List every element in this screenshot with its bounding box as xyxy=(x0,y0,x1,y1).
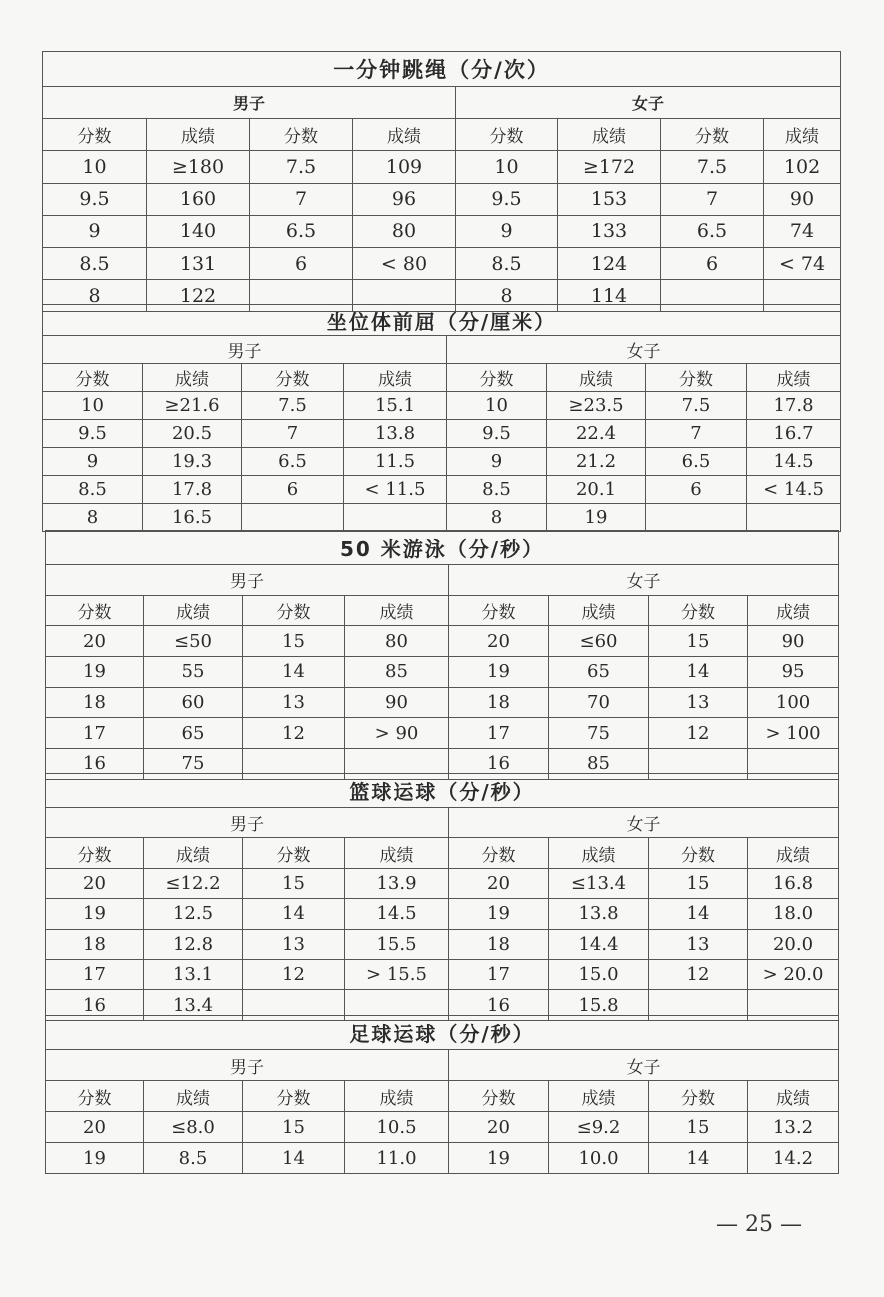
col-header: 分数 xyxy=(449,1081,549,1112)
col-header: 分数 xyxy=(646,364,747,392)
table-cell: 12 xyxy=(243,718,345,749)
table-cell: 20 xyxy=(449,1112,549,1143)
table-cell: 15 xyxy=(243,626,345,657)
table-cell: 7 xyxy=(646,420,747,448)
table-cell: 13.2 xyxy=(748,1112,839,1143)
male-header: 男子 xyxy=(43,336,447,364)
table-cell: ≥180 xyxy=(147,151,250,183)
section-title: 一分钟跳绳（分/次） xyxy=(43,52,841,87)
table-cell: 8.5 xyxy=(447,476,547,504)
table-cell: 13.8 xyxy=(344,420,447,448)
table-cell: 15 xyxy=(243,1112,345,1143)
table-cell: 14 xyxy=(649,899,748,929)
table-cell: 7.5 xyxy=(250,151,353,183)
table-cell: 8 xyxy=(43,504,143,532)
male-header: 男子 xyxy=(46,1050,449,1081)
table-cell: > 90 xyxy=(345,718,449,749)
col-header: 分数 xyxy=(449,595,549,626)
table-cell: 12 xyxy=(649,959,748,989)
table-cell: 22.4 xyxy=(547,420,646,448)
table-row xyxy=(46,687,839,718)
table-cell: 18 xyxy=(46,929,144,959)
table-cell: ≥23.5 xyxy=(547,392,646,420)
table-cell: 7.5 xyxy=(646,392,747,420)
table-cell: 13.8 xyxy=(549,899,649,929)
col-header: 分数 xyxy=(661,119,764,151)
table-cell: 17 xyxy=(46,718,144,749)
table-cell: < 11.5 xyxy=(344,476,447,504)
col-header: 成绩 xyxy=(143,364,242,392)
table-cell: 10.5 xyxy=(345,1112,449,1143)
table-cell: 6.5 xyxy=(242,448,344,476)
table-cell: 14.4 xyxy=(549,929,649,959)
table-cell: 153 xyxy=(558,183,661,215)
table-cell: 14.5 xyxy=(345,899,449,929)
table-cell: 10 xyxy=(456,151,558,183)
table-cell: 16 xyxy=(449,749,549,780)
page-number: — 25 — xyxy=(716,1212,802,1237)
table-cell: 160 xyxy=(147,183,250,215)
col-header: 分数 xyxy=(449,838,549,868)
col-header: 分数 xyxy=(250,119,353,151)
table-cell: 14.2 xyxy=(748,1143,839,1174)
table-cell: 13.1 xyxy=(144,959,243,989)
table-cell: ≤9.2 xyxy=(549,1112,649,1143)
table-row xyxy=(43,183,841,215)
table-cell: 75 xyxy=(549,718,649,749)
table-cell: 10 xyxy=(43,151,147,183)
table-cell: 16.5 xyxy=(143,504,242,532)
table-cell: 6 xyxy=(646,476,747,504)
table-cell: 20 xyxy=(449,868,549,898)
table-cell: 60 xyxy=(144,687,243,718)
table-row xyxy=(46,868,839,898)
table-cell: 96 xyxy=(353,183,456,215)
table-cell: 10 xyxy=(43,392,143,420)
table-cell: 15 xyxy=(649,1112,748,1143)
table-cell: 19 xyxy=(46,657,144,688)
table-cell: 7 xyxy=(661,183,764,215)
table-cell: 124 xyxy=(558,247,661,279)
table-row xyxy=(43,151,841,183)
table-cell: 18 xyxy=(449,687,549,718)
table-cell: ≤50 xyxy=(144,626,243,657)
table-cell: 14 xyxy=(649,657,748,688)
col-header: 分数 xyxy=(242,364,344,392)
table-cell: 6.5 xyxy=(646,448,747,476)
col-header: 成绩 xyxy=(147,119,250,151)
table-cell: 13.9 xyxy=(345,868,449,898)
table-row xyxy=(43,476,841,504)
table-cell xyxy=(646,504,747,532)
table-cell: 9.5 xyxy=(43,183,147,215)
table-cell: 9.5 xyxy=(43,420,143,448)
table-cell: 85 xyxy=(549,749,649,780)
table-cell: 70 xyxy=(549,687,649,718)
col-header: 成绩 xyxy=(549,1081,649,1112)
table-cell: 90 xyxy=(345,687,449,718)
table-cell: 8 xyxy=(43,280,147,312)
table-cell: 109 xyxy=(353,151,456,183)
table-cell: 74 xyxy=(764,215,841,247)
section-title: 坐位体前屈（分/厘米） xyxy=(43,305,841,336)
table-cell: 18 xyxy=(449,929,549,959)
table-cell: 20 xyxy=(46,868,144,898)
male-header: 男子 xyxy=(43,87,456,119)
col-header: 成绩 xyxy=(144,1081,243,1112)
table-cell: 9.5 xyxy=(447,420,547,448)
col-header: 成绩 xyxy=(547,364,646,392)
table-cell: 90 xyxy=(764,183,841,215)
female-header: 女子 xyxy=(449,565,839,596)
table-cell: 16 xyxy=(46,749,144,780)
table-cell: ≤13.4 xyxy=(549,868,649,898)
table-cell: 16.7 xyxy=(747,420,841,448)
table-cell: 13 xyxy=(649,687,748,718)
table-cell: 19.3 xyxy=(143,448,242,476)
table-cell: 18 xyxy=(46,687,144,718)
table-cell: ≤60 xyxy=(549,626,649,657)
table-cell: 17.8 xyxy=(747,392,841,420)
table-row xyxy=(43,504,841,532)
table-cell: 9 xyxy=(456,215,558,247)
table-cell: 8 xyxy=(456,280,558,312)
table-cell: 6 xyxy=(661,247,764,279)
section-title: 50 米游泳（分/秒） xyxy=(46,531,839,565)
table-row xyxy=(43,392,841,420)
table-cell: 12.8 xyxy=(144,929,243,959)
table-cell: 9.5 xyxy=(456,183,558,215)
table-cell: 75 xyxy=(144,749,243,780)
table-cell: 13 xyxy=(649,929,748,959)
col-header: 分数 xyxy=(46,595,144,626)
table-row xyxy=(46,626,839,657)
table-cell: 90 xyxy=(748,626,839,657)
table-cell: 13 xyxy=(243,929,345,959)
table-cell: 19 xyxy=(449,899,549,929)
col-header: 成绩 xyxy=(764,119,841,151)
table-cell: ≤12.2 xyxy=(144,868,243,898)
table-cell: 20 xyxy=(46,1112,144,1143)
col-header: 分数 xyxy=(456,119,558,151)
col-header: 分数 xyxy=(447,364,547,392)
table-row xyxy=(46,959,839,989)
col-header: 成绩 xyxy=(345,595,449,626)
female-header: 女子 xyxy=(449,808,839,838)
col-header: 分数 xyxy=(243,595,345,626)
table-cell: 7 xyxy=(250,183,353,215)
sit-and-reach-table xyxy=(42,304,841,532)
table-cell: 9 xyxy=(43,448,143,476)
female-header: 女子 xyxy=(447,336,841,364)
table-cell: 85 xyxy=(345,657,449,688)
table-row xyxy=(43,420,841,448)
col-header: 分数 xyxy=(649,595,748,626)
table-cell xyxy=(344,504,447,532)
table-cell: 15 xyxy=(243,868,345,898)
table-cell: 19 xyxy=(46,1143,144,1174)
table-cell: 102 xyxy=(764,151,841,183)
table-cell: 9 xyxy=(447,448,547,476)
col-header: 分数 xyxy=(243,1081,345,1112)
table-cell: 14 xyxy=(243,657,345,688)
table-cell: 7 xyxy=(242,420,344,448)
table-cell: ≥172 xyxy=(558,151,661,183)
table-cell: 80 xyxy=(345,626,449,657)
table-cell: < 80 xyxy=(353,247,456,279)
table-cell: 12 xyxy=(649,718,748,749)
table-cell: 18.0 xyxy=(748,899,839,929)
col-header: 成绩 xyxy=(748,595,839,626)
table-cell: 15.8 xyxy=(549,990,649,1020)
col-header: 成绩 xyxy=(353,119,456,151)
table-row xyxy=(43,247,841,279)
col-header: 成绩 xyxy=(144,595,243,626)
table-cell: 19 xyxy=(46,899,144,929)
col-header: 成绩 xyxy=(558,119,661,151)
table-cell: 16.8 xyxy=(748,868,839,898)
col-header: 成绩 xyxy=(344,364,447,392)
table-cell: 8.5 xyxy=(456,247,558,279)
col-header: 成绩 xyxy=(549,838,649,868)
table-cell: 55 xyxy=(144,657,243,688)
table-cell: 19 xyxy=(449,657,549,688)
table-cell: 16 xyxy=(46,990,144,1020)
table-cell: 19 xyxy=(547,504,646,532)
table-cell: 15.1 xyxy=(344,392,447,420)
table-cell: 11.5 xyxy=(344,448,447,476)
table-cell: 6 xyxy=(250,247,353,279)
table-cell: 17.8 xyxy=(143,476,242,504)
table-cell: 16 xyxy=(449,990,549,1020)
table-cell: 140 xyxy=(147,215,250,247)
table-row xyxy=(43,448,841,476)
table-cell: 12 xyxy=(243,959,345,989)
female-header: 女子 xyxy=(456,87,841,119)
col-header: 成绩 xyxy=(748,838,839,868)
table-cell: 80 xyxy=(353,215,456,247)
table-cell: 15.5 xyxy=(345,929,449,959)
col-header: 分数 xyxy=(649,838,748,868)
swimming-50m-table xyxy=(45,530,839,780)
col-header: 成绩 xyxy=(144,838,243,868)
table-cell: 14 xyxy=(243,899,345,929)
table-cell: 17 xyxy=(449,718,549,749)
table-cell: 100 xyxy=(748,687,839,718)
table-cell: 10 xyxy=(447,392,547,420)
table-row xyxy=(46,718,839,749)
col-header: 分数 xyxy=(43,364,143,392)
col-header: 分数 xyxy=(43,119,147,151)
basketball-dribble-table xyxy=(45,773,839,1021)
table-cell: 14 xyxy=(243,1143,345,1174)
table-cell: 14 xyxy=(649,1143,748,1174)
table-cell: 19 xyxy=(449,1143,549,1174)
table-cell: 17 xyxy=(449,959,549,989)
col-header: 分数 xyxy=(46,1081,144,1112)
table-cell: 20.1 xyxy=(547,476,646,504)
table-cell: 133 xyxy=(558,215,661,247)
jump-rope-table xyxy=(42,51,841,312)
table-cell: > 100 xyxy=(748,718,839,749)
table-cell: 21.2 xyxy=(547,448,646,476)
table-row xyxy=(43,215,841,247)
table-cell: 12.5 xyxy=(144,899,243,929)
table-cell: 65 xyxy=(144,718,243,749)
section-title: 篮球运球（分/秒） xyxy=(46,774,839,808)
table-cell xyxy=(242,504,344,532)
table-cell: ≤8.0 xyxy=(144,1112,243,1143)
table-cell: 7.5 xyxy=(242,392,344,420)
col-header: 分数 xyxy=(649,1081,748,1112)
table-cell: 122 xyxy=(147,280,250,312)
table-cell: 7.5 xyxy=(661,151,764,183)
male-header: 男子 xyxy=(46,565,449,596)
table-cell: 95 xyxy=(748,657,839,688)
table-cell: 9 xyxy=(43,215,147,247)
table-cell: 15 xyxy=(649,626,748,657)
table-cell: 131 xyxy=(147,247,250,279)
table-row xyxy=(46,899,839,929)
table-cell: 14.5 xyxy=(747,448,841,476)
table-cell: 114 xyxy=(558,280,661,312)
table-cell: 13.4 xyxy=(144,990,243,1020)
football-dribble-table xyxy=(45,1015,839,1174)
table-cell: 8.5 xyxy=(144,1143,243,1174)
col-header: 成绩 xyxy=(345,1081,449,1112)
table-cell: 6.5 xyxy=(661,215,764,247)
table-cell: 17 xyxy=(46,959,144,989)
table-cell: 15.0 xyxy=(549,959,649,989)
col-header: 分数 xyxy=(46,838,144,868)
table-cell: 10.0 xyxy=(549,1143,649,1174)
table-cell: 20.5 xyxy=(143,420,242,448)
table-cell: 11.0 xyxy=(345,1143,449,1174)
col-header: 分数 xyxy=(243,838,345,868)
table-cell: > 20.0 xyxy=(748,959,839,989)
col-header: 成绩 xyxy=(747,364,841,392)
col-header: 成绩 xyxy=(748,1081,839,1112)
table-cell: 20 xyxy=(449,626,549,657)
table-cell: 20 xyxy=(46,626,144,657)
table-row xyxy=(46,657,839,688)
table-row xyxy=(46,1112,839,1143)
table-cell: 6.5 xyxy=(250,215,353,247)
col-header: 成绩 xyxy=(549,595,649,626)
table-cell: 65 xyxy=(549,657,649,688)
table-row xyxy=(46,929,839,959)
table-cell: 13 xyxy=(243,687,345,718)
male-header: 男子 xyxy=(46,808,449,838)
table-cell: 8.5 xyxy=(43,247,147,279)
table-cell: 8.5 xyxy=(43,476,143,504)
col-header: 成绩 xyxy=(345,838,449,868)
table-cell: ≥21.6 xyxy=(143,392,242,420)
female-header: 女子 xyxy=(449,1050,839,1081)
table-cell: 8 xyxy=(447,504,547,532)
table-cell: < 14.5 xyxy=(747,476,841,504)
table-cell: > 15.5 xyxy=(345,959,449,989)
table-cell xyxy=(747,504,841,532)
section-title: 足球运球（分/秒） xyxy=(46,1016,839,1050)
table-cell: 15 xyxy=(649,868,748,898)
table-cell: 20.0 xyxy=(748,929,839,959)
table-row xyxy=(46,1143,839,1174)
table-cell: 6 xyxy=(242,476,344,504)
table-cell: < 74 xyxy=(764,247,841,279)
